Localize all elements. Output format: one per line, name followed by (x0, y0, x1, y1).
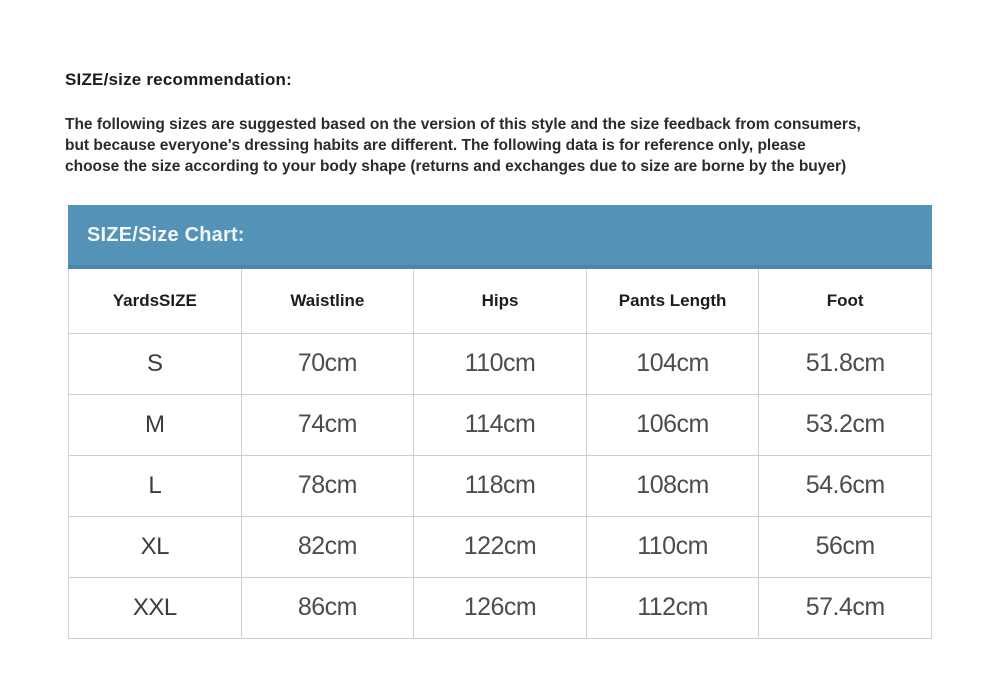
measurement-cell: 86cm (241, 577, 414, 638)
header-row (69, 269, 932, 333)
measurement-cell: 114cm (414, 394, 587, 455)
measurement-cell: 110cm (414, 333, 587, 394)
size-cell: XXL (69, 577, 242, 638)
size-chart-title: SIZE/Size Chart: (87, 223, 245, 246)
size-cell: S (69, 333, 242, 394)
measurement-cell: 118cm (414, 455, 587, 516)
paragraph-line: choose the size according to your body shape (returns and exchanges due to size are borne by the buyer) (65, 158, 847, 175)
size-chart-section (68, 205, 932, 639)
size-table (68, 269, 932, 639)
column-header: Pants Length (586, 269, 759, 333)
measurement-cell: 104cm (586, 333, 759, 394)
measurement-cell: 108cm (586, 455, 759, 516)
size-table-body (69, 333, 932, 638)
measurement-cell: 54.6cm (759, 455, 932, 516)
measurement-cell: 78cm (241, 455, 414, 516)
table-row (69, 455, 932, 516)
size-table-head (69, 269, 932, 333)
column-header: Waistline (241, 269, 414, 333)
measurement-cell: 70cm (241, 333, 414, 394)
measurement-cell: 82cm (241, 516, 414, 577)
measurement-cell: 112cm (586, 577, 759, 638)
table-row (69, 333, 932, 394)
column-header: Hips (414, 269, 587, 333)
size-cell: L (69, 455, 242, 516)
column-header: YardsSIZE (69, 269, 242, 333)
paragraph-line: The following sizes are suggested based on the version of this style and the size feedback from consumers, (65, 116, 861, 133)
table-row (69, 577, 932, 638)
measurement-cell: 53.2cm (759, 394, 932, 455)
measurement-cell: 110cm (586, 516, 759, 577)
measurement-cell: 57.4cm (759, 577, 932, 638)
size-cell: M (69, 394, 242, 455)
size-chart-header-bar (68, 205, 932, 269)
column-header: Foot (759, 269, 932, 333)
size-recommendation-paragraph (65, 114, 935, 177)
table-row (69, 516, 932, 577)
measurement-cell: 51.8cm (759, 333, 932, 394)
size-cell: XL (69, 516, 242, 577)
page-title: SIZE/size recommendation: (65, 70, 292, 89)
paragraph-line: but because everyone's dressing habits are different. The following data is for reference only, please (65, 137, 806, 154)
measurement-cell: 126cm (414, 577, 587, 638)
table-row (69, 394, 932, 455)
measurement-cell: 74cm (241, 394, 414, 455)
measurement-cell: 122cm (414, 516, 587, 577)
measurement-cell: 56cm (759, 516, 932, 577)
measurement-cell: 106cm (586, 394, 759, 455)
